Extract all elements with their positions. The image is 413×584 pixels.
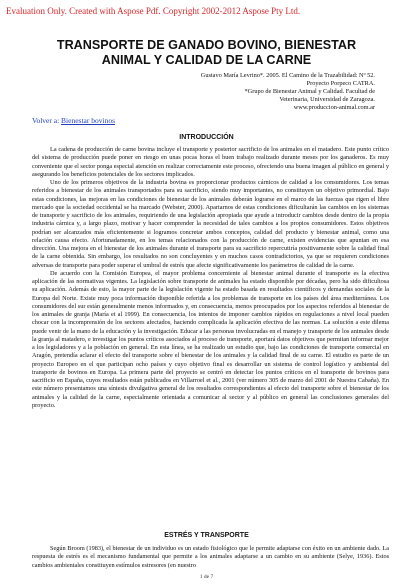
intro-section: [32, 146, 389, 410]
intro-heading: INTRODUCCIÓN: [179, 134, 234, 141]
intro-paragraph: La cadena de producción de carne bovina incluye el transporte y posterior sacrificio de los animales en el matadero. Este punto crítico del sistema de producción puede poner en riesgo en unas pocas horas el buen trabajo realizado durante meses por los ganaderos. Es muy conveniente que el sector ponga especial atención en realizar correctamente este proceso, ofreciendo una buena imagen al público en general y asegurando los beneficios potenciales de los sectores implicados.: [32, 146, 389, 178]
title-line-1: TRANSPORTE DE GANADO BOVINO, BIENESTAR: [56, 38, 357, 52]
stress-section: [32, 545, 389, 570]
page-number: 1 de 7: [199, 574, 214, 580]
author-project: Proyecto Porpeco CATRA.: [306, 80, 375, 88]
author-university: Veterinaria, Universidad de Zaragoza.: [279, 96, 375, 104]
back-navigation: [32, 116, 115, 125]
intro-paragraph: De acuerdo con la Comisión Europea, el mayor problema concerniente al bienestar animal durante el transporte es la efectiva aplicación de las normativas vigentes. La legislación sobre transporte de animales ha estado disponible por décadas, pero ha sido dificultosa su aplicación. Además de esto, la mayor parte de la legislación vigente ha estado basada en resultados científicos y demandas sociales de la Europa del Norte. Existe muy poca información disponible referida a los problemas de transporte en los países del área mediterránea. Los consumidores del sur están generalmente menos informados y, en consecuencia, menos preocupados por los aspectos referidos al bienestar de los animales de granja (María et al 1999). En consecuencia, los intentos de imponer cambios rápidos en regulaciones a nivel local pueden chocar con la incomprensión de los sectores afectados, haciendo complicada la aplicación efectiva de las normas. La solución a este dilema puede venir de la mano de la educación y la investigación. Educar a las personas involucradas en el manejo y transporte de los animales desde la granja al matadero, e investigar los puntos críticos asociados al proceso de transporte, aportará datos objetivos que permitan informar mejor a los legisladores y a la población en general. En esta línea, se ha realizado un estudio que, bajo las condiciones de transporte comercial en Aragón, pretendía aclarar el efecto del transporte sobre el bienestar de los animales y la calidad final de su carne. El estudio es parte de un proyecto Europeo en el que participan ocho países y cuyo objetivo final es desarrollar un sistema de control logístico y ambiental del transporte de bovinos en Europa. La primera parte del proyecto se centró en detectar los puntos críticos en el transporte de bovinos para sacrificio en España, cuyos resultados están publicados en Villarroel et al., 2001 (ver número 305 de marzo del 2001 de Nuestra Cabaña). En este número presentamos una síntesis divulgativa general de los resultados correspondientes al efecto del transporte sobre el bienestar de los animales y la calidad de la carne, especialmente orientada a comunicar al sector y al público en general las conclusiones generales del proyecto.: [32, 269, 389, 409]
author-block: [125, 72, 375, 112]
title-line-2: ANIMAL Y CALIDAD DE LA CARNE: [101, 53, 312, 67]
stress-heading: ESTRÉS Y TRANSPORTE: [164, 532, 249, 539]
back-prefix: Volver a:: [32, 116, 62, 125]
intro-paragraph: Uno de los primeros objetivos de la industria bovina es proporcionar productos cárnicos de calidad a los consumidores. Los temas referidos a bienestar de los animales transportados para su sacrificio, siendo muy importantes, no constituyen un objetivo primordial. Bajo estas condiciones, las mejoras en las condiciones de bienestar de los animales deberán lograrse en el marco de las fuerzas que rigen el libre mercado que la sociedad occidental se ha marcado (Webster, 2000). Apartarnos de estas condiciones dificultarán las cambios en los sistemas de transporte y sacrificio de los animales, requiriendo de una legislación apropiada que ayude a introducir cambios desde dentro de la propia industria cárnica y, a largo plazo, motivar y hacer comprender la necesidad de tales cambios a los propios consumidores. Estos objetivos podrían ser alcanzados más eficientemente si logramos concretar ambos conceptos, calidad del producto y bienestar animal, como una relación causa efecto. Afortunadamente, en los temas relacionados con la producción de carne, existen evidencias que apuntan en esa dirección. Una mejora en el bienestar de los animales durante el transporte para su sacrificio repercutiría positivamente sobre la calidad final de la carne obtenida. Sin embargo, los resultados no son concluyentes y en muchos casos contradictorios, ya que se requieren condiciones adversas de transporte para poder superar el umbral de estrés que afecte significativamente los parámetros de calidad de la carne.: [32, 179, 389, 269]
author-group: *Grupo de Bienestar Animal y Calidad. Facultad de: [244, 88, 375, 96]
stress-paragraph: Según Broom (1983), el bienestar de un individuo es un estado fisiológico que le permite adaptarse con éxito en un ambiente dado. La respuesta de estrés es el mecanismo fundamental que permite a los animales adaptarse a un cambio en su ambiente (Selye, 1936). Estos cambios ambientales constituyen estímulos estresores (en nuestro: [32, 545, 389, 569]
evaluation-watermark: Evaluation Only. Created with Aspose Pdf. Copyright 2002-2012 Aspose Pty Ltd.: [6, 6, 301, 16]
document-title: [0, 38, 413, 68]
author-citation: Gustavo María Levrino*. 2005. El Camino de la Trazabilidad: Nº 52.: [200, 72, 375, 79]
back-link[interactable]: Bienestar bovinos: [61, 116, 115, 125]
author-website[interactable]: www.produccion-animal.com.ar: [293, 104, 375, 112]
